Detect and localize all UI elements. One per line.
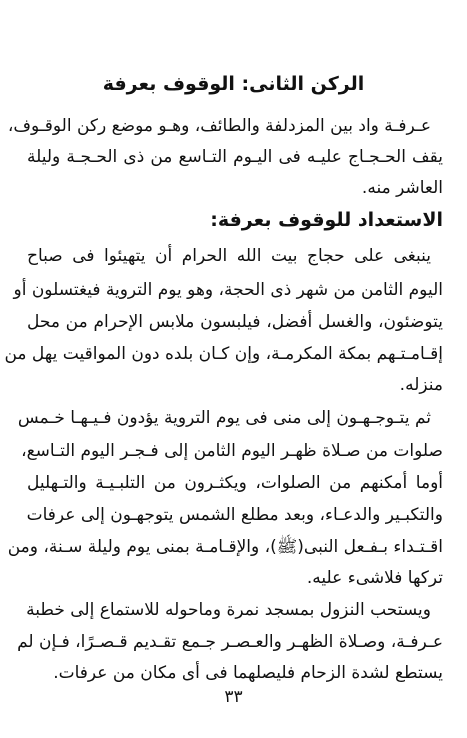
paragraph-4-line-3: يستطع لشدة الزحام فليصلهما فى أى مكان من عرفات.	[53, 663, 443, 683]
paragraph-3-line-6: تركها فلاشىء عليه.	[306, 568, 443, 588]
paragraph-3-line-2: صلوات من صـلاة ظهـر اليوم الثامن إلى فـجـر اليوم التـاسع،	[21, 441, 443, 461]
paragraph-3-line-5: اقـتـداء بـفـعل النبى(ﷺ)، والإقـامـة بمنى يوم وليلة سـنة، ومن	[7, 537, 443, 557]
paragraph-1-line-3: العاشر منه.	[361, 178, 443, 198]
paragraph-3-line-4: والتكبـير والدعـاء، وبعد مطلع الشمس يتوجهـون إلى عرفات	[26, 505, 443, 525]
page-number: ٣٣	[224, 687, 243, 707]
paragraph-3-line-3: أوما أمكنهم من الصلوات، ويكثـرون من التلبـيـة والتـهليل	[27, 473, 443, 493]
paragraph-1-line-2: يقف الحـجـاج عليـه فى اليـوم التـاسع من ذى الحـجـة وليلة	[27, 147, 443, 167]
paragraph-3-line-1: ثم يتـوجـهـون إلى منى فى يوم التروية يؤدون فـيـهـا خـمس	[17, 408, 431, 428]
section-heading: الركن الثانى: الوقوف بعرفة	[102, 73, 365, 95]
paragraph-2-line-2: اليوم الثامن من شهر ذى الحجة، وهو يوم التروية فيغتسلون أو	[13, 280, 443, 300]
paragraph-4-line-2: عـرفـة، وصـلاة الظهـر والعـصـر جـمع تقـديم قـصـرًا، فـإن لم	[17, 632, 443, 652]
paragraph-2-line-5: منزله.	[399, 375, 443, 395]
paragraph-1-line-1: عـرفـة واد بين المزدلفة والطائف، وهـو موضع ركن الوقـوف،	[7, 116, 431, 136]
subsection-heading: الاستعداد للوقوف بعرفة:	[210, 209, 443, 231]
paragraph-4-line-1: ويستحب النزول بمسجد نمرة وماحوله للاستماع إلى خطبة	[26, 600, 431, 620]
paragraph-2-line-3: يتوضئون، والغسل أفضل، فيلبسون ملابس الإحرام من محل	[27, 312, 443, 332]
paragraph-2-line-1: ينبغى على حجاج بيت الله الحرام أن يتهيئوا فى صباح	[27, 246, 431, 266]
paragraph-2-line-4: إقـامـتـهم بمكة المكرمـة، وإن كـان بلده دون المواقيت يهل من	[4, 344, 443, 364]
